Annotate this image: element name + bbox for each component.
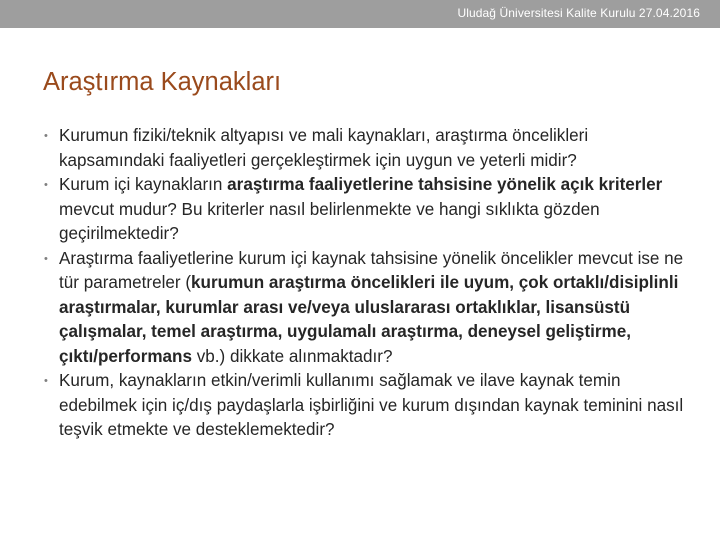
bullet-text: Kurumun fiziki/teknik altyapısı ve mali kaynakları, araştırma öncelikleri kapsamındaki faaliyetleri gerçekleştirmek için uygun ve yeterli midir?	[59, 126, 589, 170]
bullet-text: Araştırma faaliyetlerine kurum içi kaynak tahsisine yönelik öncelikler mevcut ise ne tür parametreler (	[59, 248, 684, 292]
bullet-item	[44, 173, 694, 247]
bullet-item	[44, 247, 694, 370]
header-bar	[0, 0, 720, 28]
bullet-dot-icon: •	[44, 130, 48, 142]
bullet-text: vb.) dikkate alınmaktadır?	[192, 346, 393, 366]
bullet-text: Kurum, kaynakların etkin/verimli kullanımı sağlamak ve ilave kaynak temin edebilmek için iç/dış paydaşlarla işbirliğini ve kurum dışından kaynak teminini nasıl teşvik etmekte ve desteklemektedir?	[59, 371, 684, 439]
header-text: Uludağ Üniversitesi Kalite Kurulu 27.04.2016	[457, 6, 700, 20]
bullet-text: Kurum içi kaynakların	[59, 175, 228, 194]
bullet-dot-icon: •	[44, 179, 48, 191]
bullet-dot-icon: •	[44, 252, 48, 265]
bullet-item	[44, 124, 694, 173]
bullet-dot-icon: •	[44, 375, 48, 387]
bullet-text: mevcut mudur? Bu kriterler nasıl belirlenmekte ve hangi sıklıkta gözden geçirilmektedir?	[59, 199, 600, 243]
bullet-item	[44, 369, 694, 443]
bullet-list	[44, 124, 694, 443]
bullet-text-bold: kurumun araştırma öncelikleri ile uyum, çok ortaklı/disiplinli araştırmalar, kurumlar arası ve/veya uluslararası ortaklıklar, lisansüstü çalışmalar, temel araştırma, uygulamalı araştırma, deneysel geliştirme, çıktı/performans	[59, 273, 679, 366]
slide-title: Araştırma Kaynakları	[43, 68, 282, 96]
bullet-text-bold: araştırma faaliyetlerine tahsisine yönelik açık kriterler	[227, 175, 663, 194]
